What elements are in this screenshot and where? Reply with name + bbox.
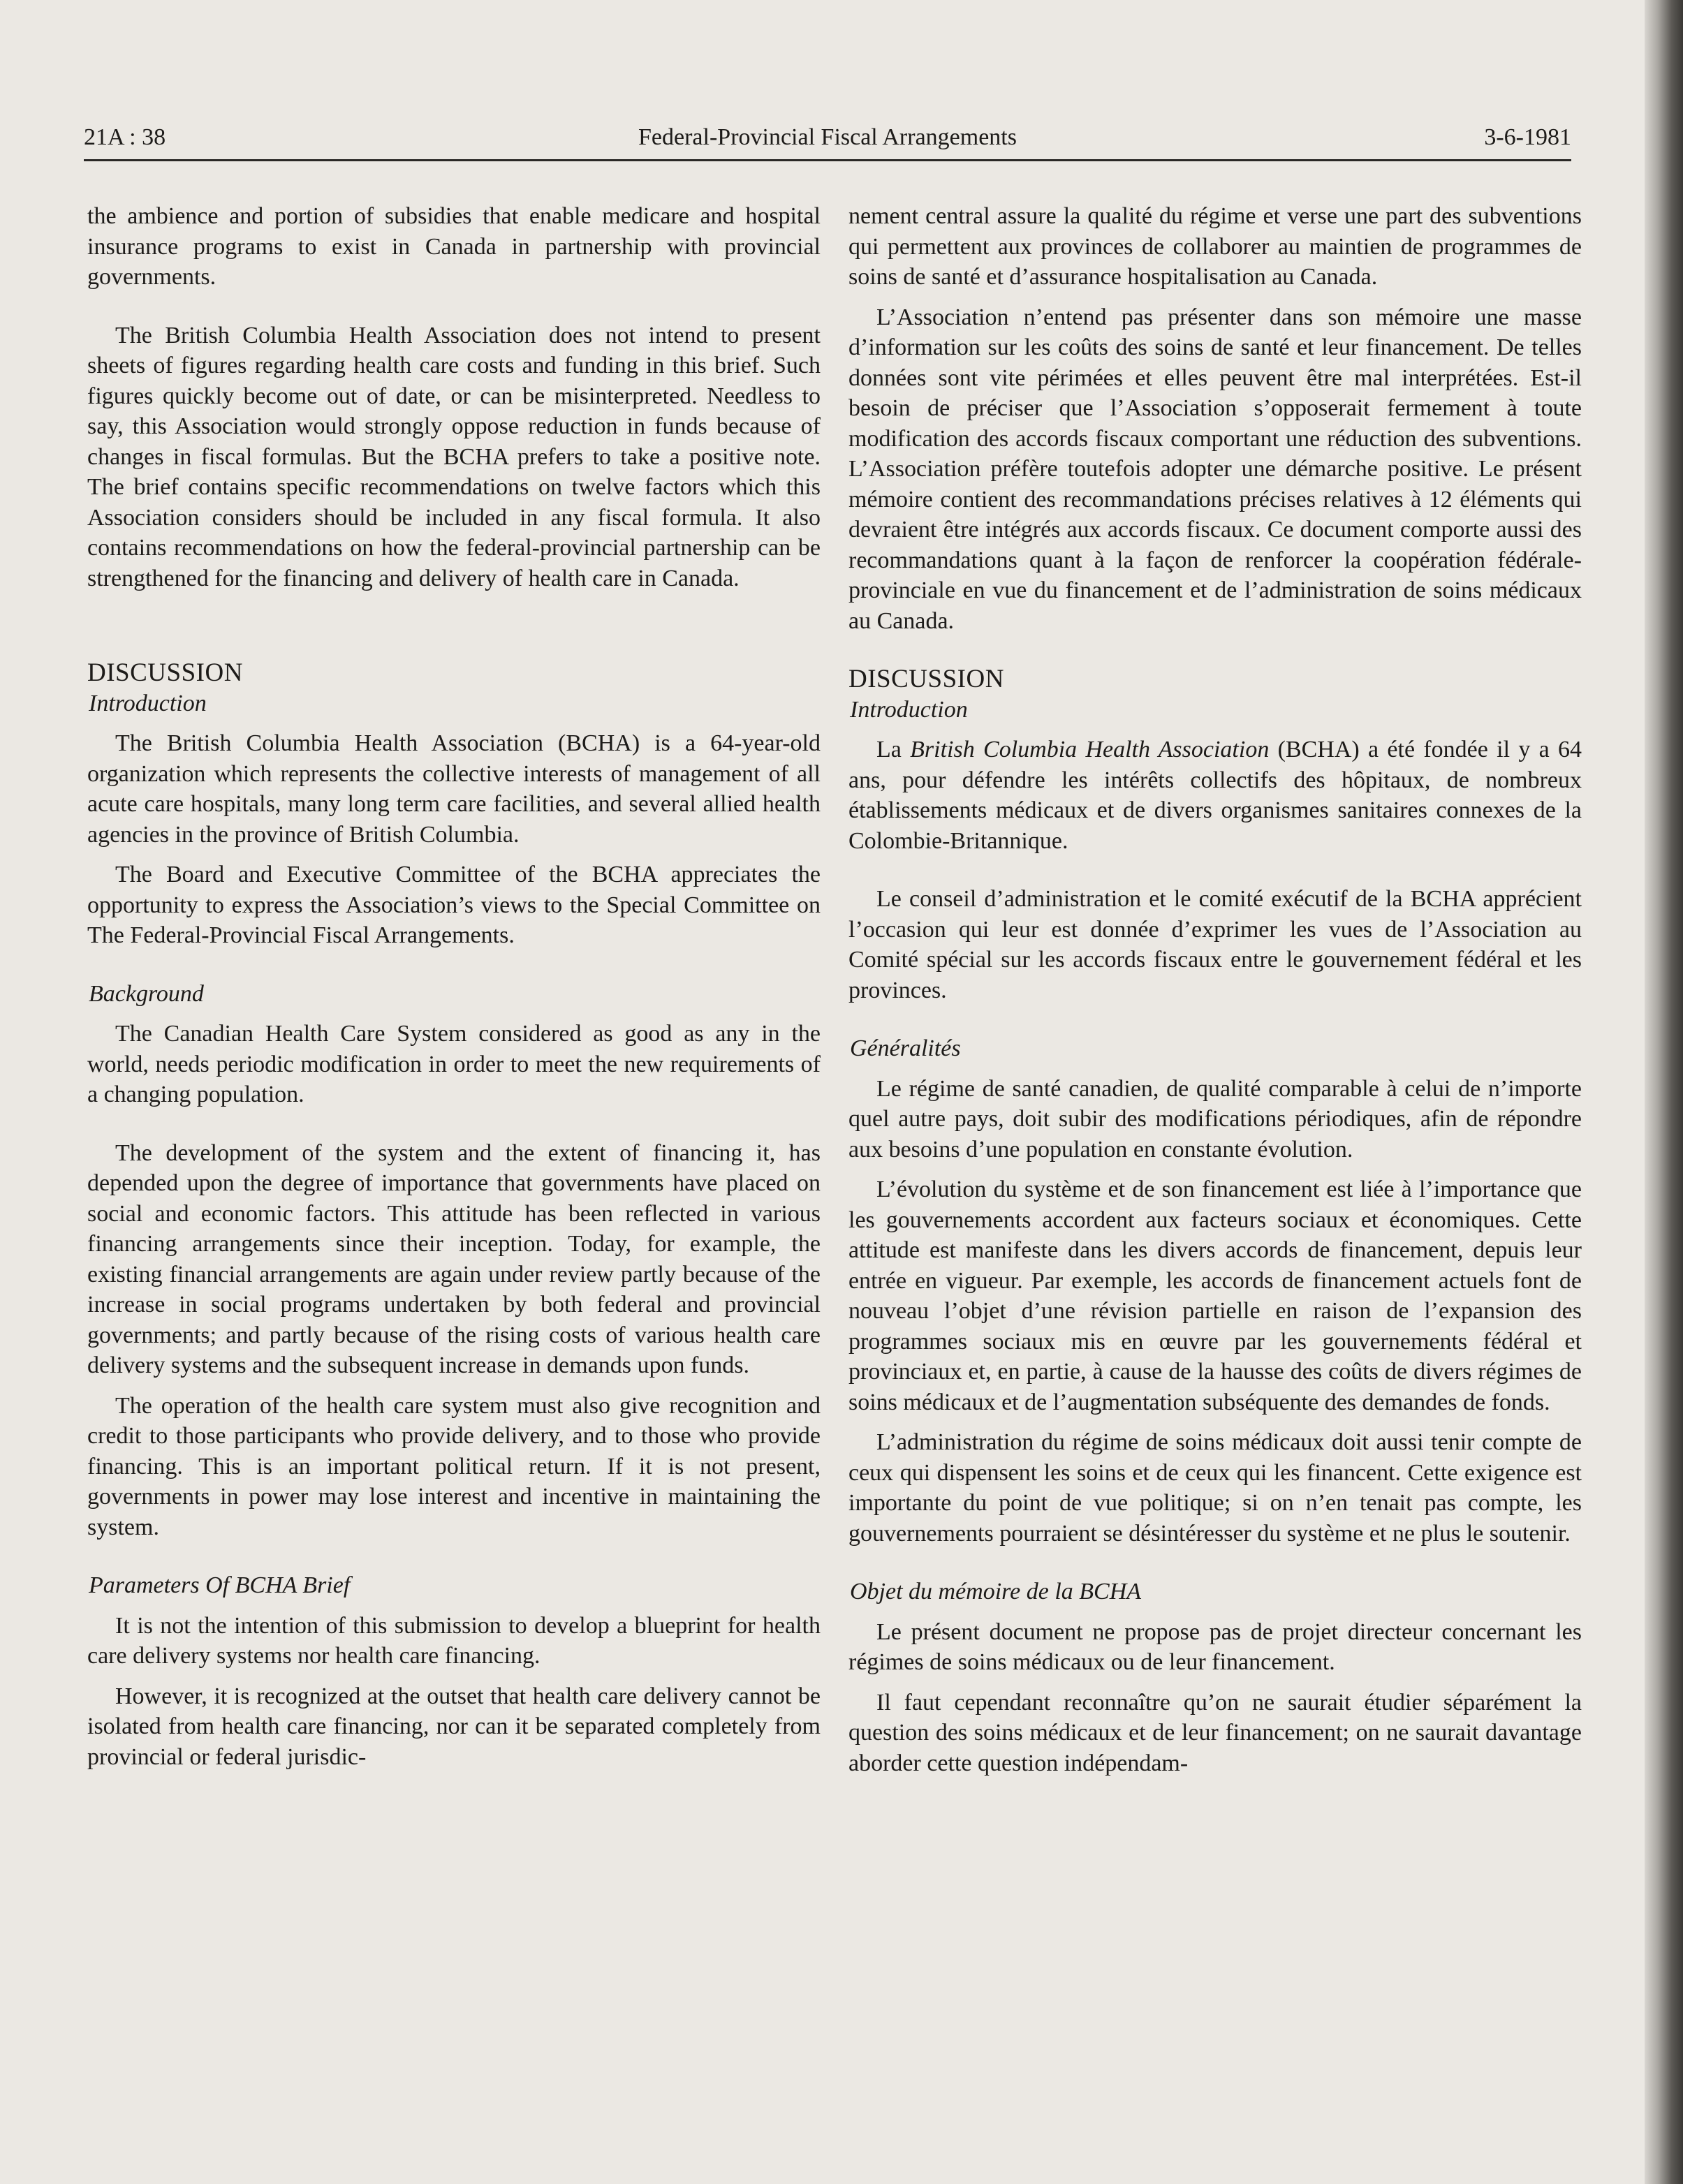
paragraph-background-3-fr: L’administration du régime de soins médicaux doit aussi tenir compte de ceux qui dispensent les soins et de ceux qui les financent. Cette exigence est importante du point de vue politique; si on n’en tenait pas compte, les gouvernements pourraient se désintéresser du système et ne plus le soutenir. (848, 1429, 1582, 1547)
subheading-parameters-fr: Objet du mémoire de la BCHA (850, 1579, 1142, 1604)
intro-1-pre: La (876, 737, 911, 762)
paragraph-parameters-1: It is not the intention of this submission to develop a blueprint for health care delivery systems nor health care financing. (87, 1612, 821, 1669)
association-name: British Columbia Health Association (910, 737, 1270, 762)
paragraph-background-3: The operation of the health care system must also give recognition and credit to those participants who provide delivery, and to those who provide financing. This is an important political return. If it is not present, governments in power may lose interest and incentive in maintaining the system. (87, 1392, 821, 1540)
paragraph-parameters-1-fr: Le présent document ne propose pas de projet directeur concernant les régimes de soins médicaux ou de leur financement. (848, 1618, 1582, 1675)
section-heading-discussion-fr: DISCUSSION (848, 665, 1004, 693)
paragraph-intent-fr: L’Association n’entend pas présenter dans son mémoire une masse d’information sur les coûts des soins de santé et leur financement. De telles données sont vite périmées et elles peuvent être mal interprétées. Est-il besoin de préciser que l’Association s’opposerait fermement à toute modification des accords fiscaux comportant une réduction des subventions. L’Association préfère toutefois adopter une démarche positive. Le présent mémoire contient des recommandations précises relatives à 12 éléments qui devraient être intégrés aux accords fiscaux. Ce document comporte aussi des recommandations quant à la façon de renforcer la coopération fédérale-provinciale en vue du financement et de l’administration de soins médicaux au Canada. (848, 304, 1582, 634)
subheading-background: Background (89, 980, 204, 1007)
book-binding-edge (1645, 0, 1683, 2184)
paragraph-continued: the ambience and portion of subsidies that enable medicare and hospital insurance programs to exist in Canada in partnership with provincial governments. (87, 203, 821, 290)
page-number: 21A : 38 (84, 124, 166, 150)
paragraph-background-2: The development of the system and the extent of financing it, has depended upon the degree of importance that governments have placed on social and economic factors. This attitude has been reflected in various financing arrangements since their inception. Today, for example, the existing financial arrangements are again under review partly because of the increase in social programs undertaken by both federal and provincial governments; and partly because of the rising costs of various health care delivery systems and the subsequent increase in demands upon funds. (87, 1139, 821, 1378)
paragraph-intro-1: The British Columbia Health Association (BCHA) is a 64-year-old organization which represents the collective interests of management of all acute care hospitals, many long term care facilities, and several allied health agencies in the province of British Columbia. (87, 730, 821, 848)
subheading-background-fr: Généralités (850, 1035, 961, 1061)
subheading-parameters: Parameters Of BCHA Brief (89, 1572, 351, 1598)
paragraph-intro-2-fr: Le conseil d’administration et le comité exécutif de la BCHA apprécient l’occasion qui leur est donnée d’exprimer les vues de l’Association au Comité spécial sur les accords fiscaux entre le gouvernement fédéral et les provinces. (848, 886, 1582, 1003)
paragraph-continued-fr: nement central assure la qualité du régime et verse une part des subventions qui permettent aux provinces de collaborer au maintien de programmes de soins de santé et d’assurance hospitalisation au Canada. (848, 203, 1582, 290)
paragraph-intro-1-fr (848, 735, 1582, 856)
english-column (87, 201, 821, 1772)
paragraph-intro-2: The Board and Executive Committee of the BCHA appreciates the opportunity to express the Association’s views to the Special Committee on The Federal-Provincial Fiscal Arrangements. (87, 862, 821, 948)
header-rule (84, 159, 1571, 161)
french-column (848, 201, 1582, 1778)
header-date: 3-6-1981 (1484, 124, 1571, 150)
paragraph-parameters-2: However, it is recognized at the outset that health care delivery cannot be isolated from health care financing, nor can it be separated completely from provincial or federal jurisdic- (87, 1683, 821, 1770)
paragraph-intent: The British Columbia Health Association does not intend to present sheets of figures regarding health care costs and funding in this brief. Such figures quickly become out of date, or can be misinterpreted. Needless to say, this Association would strongly oppose reduction in funds because of changes in fiscal formulas. But the BCHA prefers to take a positive note. The brief contains specific recommendations on twelve factors which this Association considers should be included in any fiscal formula. It also contains recommendations on how the federal-provincial partnership can be strengthened for the financing and delivery of health care in Canada. (87, 322, 821, 591)
running-title: Federal-Provincial Fiscal Arrangements (638, 124, 1017, 150)
subheading-introduction-fr: Introduction (850, 696, 968, 723)
paragraph-background-1: The Canadian Health Care System considered as good as any in the world, needs periodic modification in order to meet the new requirements of a changing population. (87, 1021, 821, 1107)
paragraph-parameters-2-fr: Il faut cependant reconnaître qu’on ne saurait étudier séparément la question des soins médicaux et de leur financement; on ne saurait davantage aborder cette question indépendam- (848, 1689, 1582, 1776)
subheading-introduction: Introduction (89, 690, 207, 716)
paragraph-background-2-fr: L’évolution du système et de son financement est liée à l’importance que les gouvernements accordent aux facteurs sociaux et économiques. Cette attitude est manifeste dans les divers accords de financement, depuis leur entrée en vigueur. Par exemple, les accords de financement actuels font de nouveau l’objet d’une révision partielle en raison de l’expansion des programmes sociaux mis en œuvre par les gouvernements fédéral et provinciaux et, en partie, à cause de la hausse des coûts de divers régimes de soins médicaux et de l’augmentation subséquente des demandes de fonds. (848, 1176, 1582, 1415)
section-heading-discussion: DISCUSSION (87, 658, 243, 687)
page-header (84, 124, 1571, 159)
paragraph-background-1-fr: Le régime de santé canadien, de qualité comparable à celui de n’importe quel autre pays, doit subir des modifications périodiques, afin de répondre aux besoins d’une population en constante évolution. (848, 1075, 1582, 1163)
intro-1-post: (BCHA) a été fondée il y a 64 ans, pour défendre les intérêts collectifs des hôpitaux, de nombreux établissements médicaux et de divers organismes sanitaires connexes de la Colombie-Britannique. (848, 737, 1582, 854)
